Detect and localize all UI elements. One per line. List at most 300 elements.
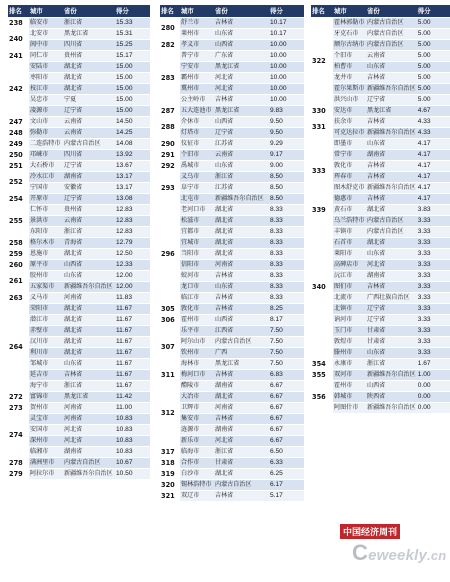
score-cell: 12.83 [115, 204, 150, 215]
city-cell: 宁安市 [180, 61, 214, 72]
city-cell: 黄石市 [333, 204, 366, 215]
score-cell: 15.00 [115, 94, 150, 105]
score-cell: 15.25 [115, 39, 150, 50]
rank-cell: 311 [160, 369, 180, 380]
province-cell: 浙江省 [63, 226, 115, 237]
rank-cell: 238 [8, 17, 29, 28]
rank-cell: 319 [160, 468, 180, 479]
province-cell: 山东省 [63, 358, 115, 369]
rank-cell: 293 [160, 171, 180, 204]
score-cell: 15.31 [115, 28, 150, 39]
rank-cell: 317 [160, 446, 180, 457]
table-row [160, 215, 304, 226]
rank-cell: 306 [160, 314, 180, 325]
province-cell: 黑龙江省 [214, 105, 269, 116]
province-cell: 新疆维吾尔自治区 [366, 182, 417, 193]
score-cell: 8.50 [269, 193, 304, 204]
province-cell: 山西省 [214, 314, 269, 325]
score-cell: 11.67 [115, 336, 150, 347]
rank-cell: 322 [311, 17, 333, 105]
table-row [311, 380, 450, 391]
province-cell: 吉林省 [214, 270, 269, 281]
score-cell: 3.33 [417, 226, 450, 237]
score-cell: 10.83 [115, 435, 150, 446]
table-row [160, 171, 304, 182]
table-row [8, 413, 150, 424]
score-cell: 10.83 [115, 446, 150, 457]
province-cell: 吉林省 [366, 193, 417, 204]
score-cell: 10.83 [115, 424, 150, 435]
city-cell: 阿拉尔市 [29, 468, 63, 479]
city-cell: 邛崃市 [29, 149, 63, 160]
rank-cell: 296 [160, 204, 180, 303]
table-row [311, 358, 450, 369]
score-cell: 15.17 [115, 50, 150, 61]
table-row [160, 369, 304, 380]
province-cell: 山西省 [214, 116, 269, 127]
province-cell: 浙江省 [366, 358, 417, 369]
score-cell: 7.50 [269, 325, 304, 336]
header-score: 得分 [269, 5, 304, 17]
city-cell: 荣阳市 [29, 303, 63, 314]
province-cell: 山西省 [366, 380, 417, 391]
header-province: 省份 [214, 5, 269, 17]
score-cell: 11.67 [115, 358, 150, 369]
table-row [8, 281, 150, 292]
score-cell: 1.67 [417, 358, 450, 369]
city-cell: 永康市 [333, 358, 366, 369]
city-cell: 集安市 [180, 413, 214, 424]
province-cell: 山东省 [366, 138, 417, 149]
table-row [8, 72, 150, 83]
city-cell: 霸州市 [180, 72, 214, 83]
score-cell: 8.33 [269, 248, 304, 259]
province-cell: 吉林省 [214, 292, 269, 303]
score-cell: 9.50 [269, 127, 304, 138]
city-cell: 莱州市 [180, 28, 214, 39]
watermark-c: C [352, 540, 369, 565]
city-cell: 五大连池市 [180, 105, 214, 116]
score-cell: 15.00 [115, 105, 150, 116]
city-cell: 宜城市 [180, 237, 214, 248]
table-row [160, 380, 304, 391]
province-cell: 湖北省 [63, 72, 115, 83]
score-cell: 3.33 [417, 215, 450, 226]
city-cell: 冷水江市 [29, 171, 63, 182]
score-cell: 7.50 [269, 336, 304, 347]
table-row [160, 446, 304, 457]
city-cell: 文山市 [29, 116, 63, 127]
table-row [160, 39, 304, 50]
city-cell: 莱阳市 [333, 248, 366, 259]
table-row [311, 215, 450, 226]
header-province: 省份 [366, 5, 417, 17]
rank-cell: 250 [8, 149, 29, 160]
rank-cell: 258 [8, 237, 29, 248]
rank-cell: 320 [160, 479, 180, 490]
score-cell: 0.00 [417, 402, 450, 413]
province-cell: 云南省 [63, 127, 115, 138]
city-cell: 常宁市 [333, 149, 366, 160]
score-cell: 3.33 [417, 281, 450, 292]
score-cell: 6.25 [269, 468, 304, 479]
province-cell: 辽宁省 [366, 303, 417, 314]
score-cell: 6.17 [269, 479, 304, 490]
city-cell: 北镇市 [333, 303, 366, 314]
table-row [160, 424, 304, 435]
rank-cell: 259 [8, 248, 29, 259]
city-cell: 丰镇市 [333, 226, 366, 237]
city-cell: 临湘市 [29, 446, 63, 457]
rank-cell: 312 [160, 380, 180, 446]
score-cell: 5.00 [417, 83, 450, 94]
score-cell: 8.25 [269, 303, 304, 314]
province-cell: 湖南省 [214, 424, 269, 435]
city-cell: 敦化市 [333, 160, 366, 171]
score-cell: 13.17 [115, 182, 150, 193]
table-row [8, 248, 150, 259]
city-cell: 邹城市 [29, 358, 63, 369]
table-row [160, 61, 304, 72]
province-cell: 内蒙古自治区 [366, 215, 417, 226]
province-cell: 黑龙江省 [214, 61, 269, 72]
score-cell: 8.33 [269, 259, 304, 270]
city-cell: 新乐市 [180, 435, 214, 446]
table-row [311, 105, 450, 116]
province-cell: 江苏省 [214, 138, 269, 149]
city-cell: 海林市 [180, 358, 214, 369]
table-row [160, 292, 304, 303]
city-cell: 个旧市 [333, 50, 366, 61]
score-cell: 15.33 [115, 17, 150, 28]
score-cell: 7.50 [269, 358, 304, 369]
province-cell: 湖南省 [63, 171, 115, 182]
city-cell: 蛟河市 [180, 270, 214, 281]
province-cell: 广西壮族自治区 [366, 292, 417, 303]
table-header [311, 5, 450, 17]
province-cell: 贵州省 [63, 50, 115, 61]
table-row [160, 413, 304, 424]
province-cell: 云南省 [214, 149, 269, 160]
table-row [8, 358, 150, 369]
watermark-text: eweekly [368, 547, 428, 564]
rank-cell: 249 [8, 138, 29, 149]
city-cell: 乌兰浩特市 [333, 215, 366, 226]
table-row [160, 457, 304, 468]
province-cell: 江西省 [214, 325, 269, 336]
score-cell: 11.42 [115, 391, 150, 402]
city-cell: 凌源市 [29, 105, 63, 116]
score-cell: 9.00 [269, 160, 304, 171]
table-row [8, 116, 150, 127]
city-cell: 沅江市 [333, 270, 366, 281]
score-cell: 8.33 [269, 215, 304, 226]
rank-cell: 318 [160, 457, 180, 468]
table-row [160, 226, 304, 237]
city-cell: 恩施市 [29, 248, 63, 259]
province-cell: 山东省 [214, 281, 269, 292]
rank-cell: 290 [160, 138, 180, 149]
city-cell: 普宁市 [180, 50, 214, 61]
province-cell: 辽宁省 [63, 193, 115, 204]
score-cell: 3.33 [417, 270, 450, 281]
score-cell: 8.33 [269, 204, 304, 215]
city-cell: 图木舒克市 [333, 182, 366, 193]
score-cell: 1.00 [417, 369, 450, 380]
rank-cell: 264 [8, 303, 29, 391]
table-row [160, 149, 304, 160]
score-cell: 4.17 [417, 149, 450, 160]
score-cell: 6.67 [269, 435, 304, 446]
score-cell: 5.00 [417, 61, 450, 72]
table-row [8, 127, 150, 138]
city-cell: 赤壁市 [29, 325, 63, 336]
city-cell: 梅河口市 [180, 369, 214, 380]
score-cell: 3.33 [417, 325, 450, 336]
province-cell: 吉林省 [366, 72, 417, 83]
table-row [8, 325, 150, 336]
province-cell: 湖北省 [214, 226, 269, 237]
table-row [160, 435, 304, 446]
rank-cell: 273 [8, 402, 29, 413]
city-cell: 阿尔山市 [180, 336, 214, 347]
ranking-table-middle [160, 5, 304, 502]
province-cell: 四川省 [63, 149, 115, 160]
score-cell: 9.29 [269, 138, 304, 149]
city-cell: 德惠市 [333, 193, 366, 204]
table-row [8, 292, 150, 303]
table-row [160, 127, 304, 138]
province-cell: 内蒙古自治区 [366, 17, 417, 28]
rank-cell: 280 [160, 17, 180, 39]
province-cell: 贵州省 [63, 204, 115, 215]
table-row [160, 259, 304, 270]
rank-cell: 355 [311, 369, 333, 380]
city-cell: 富锦市 [29, 391, 63, 402]
table-row [8, 28, 150, 39]
score-cell: 8.33 [269, 226, 304, 237]
province-cell: 云南省 [63, 215, 115, 226]
header-province: 省份 [63, 5, 115, 17]
table-row [160, 204, 304, 215]
city-cell: 北安市 [29, 28, 63, 39]
province-cell: 内蒙古自治区 [366, 226, 417, 237]
province-cell: 四川省 [63, 39, 115, 50]
city-cell: 韩城市 [333, 391, 366, 402]
table-row [8, 182, 150, 193]
score-cell: 6.50 [269, 446, 304, 457]
province-cell: 广西 [214, 347, 269, 358]
table-header [160, 5, 304, 17]
score-cell: 8.33 [269, 237, 304, 248]
province-cell: 湖北省 [63, 303, 115, 314]
city-cell: 宜都市 [180, 226, 214, 237]
province-cell: 新疆维吾尔自治区 [366, 402, 417, 413]
rank-cell: 278 [8, 457, 29, 468]
province-cell: 湖南省 [366, 270, 417, 281]
province-cell: 吉林省 [214, 303, 269, 314]
city-cell: 安国市 [29, 424, 63, 435]
score-cell: 5.00 [417, 39, 450, 50]
city-cell: 胶州市 [29, 270, 63, 281]
table-row [160, 237, 304, 248]
score-cell: 3.33 [417, 248, 450, 259]
city-cell: 霍林郭勒市 [333, 17, 366, 28]
table-row [160, 325, 304, 336]
province-cell: 河北省 [63, 435, 115, 446]
rank-cell: 242 [8, 61, 29, 116]
province-cell: 内蒙古自治区 [63, 138, 115, 149]
score-cell: 15.00 [115, 83, 150, 94]
score-cell: 10.17 [269, 28, 304, 39]
city-cell: 临安市 [29, 17, 63, 28]
score-cell: 4.33 [417, 116, 450, 127]
province-cell: 吉林省 [366, 116, 417, 127]
rank-cell: 255 [8, 204, 29, 237]
city-cell: 海宁市 [29, 380, 63, 391]
score-cell: 8.33 [269, 292, 304, 303]
province-cell: 湖南省 [214, 380, 269, 391]
rank-cell: 247 [8, 116, 29, 127]
province-cell: 新疆维吾尔自治区 [366, 127, 417, 138]
province-cell: 吉林省 [214, 490, 269, 501]
province-cell: 河南省 [63, 402, 115, 413]
score-cell: 3.83 [417, 204, 450, 215]
table-row [160, 314, 304, 325]
header-score: 得分 [115, 5, 150, 17]
table-row [160, 72, 304, 83]
city-cell: 宁国市 [29, 182, 63, 193]
score-cell: 3.33 [417, 259, 450, 270]
province-cell: 内蒙古自治区 [214, 336, 269, 347]
score-cell: 12.83 [115, 215, 150, 226]
score-cell: 4.33 [417, 127, 450, 138]
score-cell: 14.25 [115, 127, 150, 138]
table-row [8, 391, 150, 402]
table-row [311, 116, 450, 127]
rank-cell: 340 [311, 215, 333, 358]
table-header [8, 5, 150, 17]
table-row [160, 94, 304, 105]
table-row [160, 402, 304, 413]
rank-cell: 283 [160, 50, 180, 105]
province-cell: 黑龙江省 [214, 358, 269, 369]
city-cell: 大冶市 [180, 391, 214, 402]
score-cell: 5.00 [417, 72, 450, 83]
table-row [160, 281, 304, 292]
city-cell: 珲春市 [333, 171, 366, 182]
header-rank: 排名 [311, 5, 333, 17]
score-cell: 5.00 [417, 17, 450, 28]
city-cell: 卫辉市 [180, 402, 214, 413]
score-cell: 6.33 [269, 457, 304, 468]
header-score: 得分 [417, 5, 450, 17]
province-cell: 浙江省 [214, 446, 269, 457]
province-cell: 辽宁省 [366, 94, 417, 105]
province-cell: 甘肃省 [366, 325, 417, 336]
province-cell: 浙江省 [214, 171, 269, 182]
city-cell: 敦煌市 [333, 336, 366, 347]
score-cell: 10.00 [269, 94, 304, 105]
score-cell: 3.33 [417, 292, 450, 303]
city-cell: 玉门市 [333, 325, 366, 336]
city-cell: 冀州市 [180, 83, 214, 94]
city-cell: 北流市 [333, 292, 366, 303]
table-row [8, 226, 150, 237]
province-cell: 山东省 [63, 270, 115, 281]
city-cell: 钦州市 [180, 347, 214, 358]
city-cell: 义乌市 [180, 171, 214, 182]
score-cell: 10.00 [269, 50, 304, 61]
rank-cell: 288 [160, 116, 180, 138]
table-row [160, 391, 304, 402]
score-cell: 11.83 [115, 292, 150, 303]
city-cell: 同仁市 [29, 50, 63, 61]
table-row [8, 50, 150, 61]
province-cell: 青海省 [63, 237, 115, 248]
province-cell: 山东省 [366, 347, 417, 358]
city-cell: 公主岭市 [180, 94, 214, 105]
table-row [160, 490, 304, 501]
province-cell: 浙江省 [63, 17, 115, 28]
score-cell: 3.33 [417, 336, 450, 347]
city-cell: 讷河市 [333, 314, 366, 325]
score-cell: 13.67 [115, 160, 150, 171]
score-cell: 4.17 [417, 171, 450, 182]
score-cell: 10.00 [269, 83, 304, 94]
score-cell: 8.17 [269, 314, 304, 325]
table-row [160, 193, 304, 204]
score-cell: 4.17 [417, 138, 450, 149]
province-cell: 安徽省 [63, 182, 115, 193]
score-cell: 12.00 [115, 281, 150, 292]
table-row [8, 160, 150, 171]
province-cell: 山西省 [214, 39, 269, 50]
province-cell: 山东省 [214, 160, 269, 171]
province-cell: 河北省 [366, 259, 417, 270]
score-cell: 10.00 [269, 61, 304, 72]
table-row [160, 116, 304, 127]
table-row [8, 215, 150, 226]
province-cell: 湖南省 [63, 446, 115, 457]
table-row [160, 160, 304, 171]
city-cell: 吴忠市 [29, 94, 63, 105]
score-cell: 13.17 [115, 171, 150, 182]
province-cell: 新疆维吾尔自治区 [63, 468, 115, 479]
score-cell: 6.67 [269, 380, 304, 391]
rank-cell: 291 [160, 149, 180, 160]
rank-cell: 287 [160, 105, 180, 116]
table-row [160, 336, 304, 347]
city-cell: 个旧市 [180, 149, 214, 160]
table-row [8, 424, 150, 435]
city-cell: 松滋市 [180, 215, 214, 226]
city-cell: 阿图什市 [333, 402, 366, 413]
rank-cell: 354 [311, 358, 333, 369]
city-cell: 图们市 [333, 281, 366, 292]
table-row [311, 204, 450, 215]
rank-cell: 261 [8, 270, 29, 292]
rank-cell: 330 [311, 105, 333, 116]
score-cell: 9.17 [269, 149, 304, 160]
city-cell: 深州市 [29, 435, 63, 446]
score-cell: 12.83 [115, 226, 150, 237]
city-cell: 满洲里市 [29, 457, 63, 468]
table-row [311, 369, 450, 380]
province-cell: 山东省 [366, 61, 417, 72]
header-rank: 排名 [160, 5, 180, 17]
rank-cell: 263 [8, 292, 29, 303]
